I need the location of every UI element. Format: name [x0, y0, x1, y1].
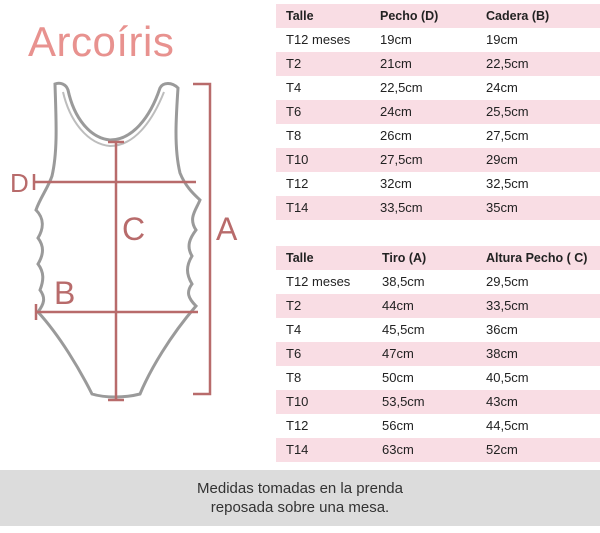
cell-chest-height: 36cm — [486, 322, 518, 337]
cell-size: T6 — [286, 104, 302, 119]
size-table-chest-hip — [276, 4, 600, 220]
cell-size: T4 — [286, 322, 302, 337]
header-hip: Cadera (B) — [486, 9, 550, 23]
cell-rise: 38,5cm — [382, 274, 425, 289]
footer-note — [0, 470, 600, 526]
cell-chest: 27,5cm — [380, 152, 423, 167]
cell-rise: 44cm — [382, 298, 414, 313]
table-row — [276, 100, 600, 124]
swimsuit-measurement-diagram — [0, 78, 270, 418]
table-row — [276, 52, 600, 76]
cell-size: T12 — [286, 418, 309, 433]
cell-size: T14 — [286, 200, 309, 215]
table-row — [276, 28, 600, 52]
cell-chest: 33,5cm — [380, 200, 423, 215]
cell-size: T14 — [286, 442, 309, 457]
cell-chest: 26cm — [380, 128, 412, 143]
table-row — [276, 414, 600, 438]
swimsuit-outline — [36, 83, 200, 397]
cell-chest: 24cm — [380, 104, 412, 119]
header-size: Talle — [286, 9, 314, 23]
cell-size: T12 meses — [286, 274, 351, 289]
footer-line-2: reposada sobre una mesa. — [210, 499, 390, 516]
footer-line-1: Medidas tomadas en la prenda — [197, 480, 403, 497]
size-table-rise-chest-height — [276, 246, 600, 466]
cell-chest-height: 44,5cm — [486, 418, 529, 433]
cell-chest-height: 52cm — [486, 442, 518, 457]
cell-chest: 32cm — [380, 176, 412, 191]
table-row — [276, 438, 600, 462]
table-row — [276, 390, 600, 414]
label-d: D — [10, 168, 29, 198]
cell-size: T10 — [286, 394, 309, 409]
table-row — [276, 342, 600, 366]
table-row — [276, 366, 600, 390]
cell-size: T12 — [286, 176, 309, 191]
label-b: B — [54, 275, 76, 311]
table-header-row — [276, 4, 600, 28]
cell-hip: 24cm — [486, 80, 518, 95]
cell-chest-height: 38cm — [486, 346, 518, 361]
cell-size: T2 — [286, 298, 302, 313]
cell-hip: 19cm — [486, 32, 518, 47]
table-row — [276, 124, 600, 148]
cell-rise: 63cm — [382, 442, 414, 457]
cell-rise: 45,5cm — [382, 322, 425, 337]
cell-hip: 35cm — [486, 200, 518, 215]
cell-hip: 27,5cm — [486, 128, 529, 143]
cell-hip: 25,5cm — [486, 104, 529, 119]
cell-size: T8 — [286, 128, 302, 143]
cell-chest: 19cm — [380, 32, 412, 47]
page-title: Arcoíris — [28, 18, 175, 65]
table-header-row — [276, 246, 600, 270]
cell-chest-height: 33,5cm — [486, 298, 529, 313]
cell-chest-height: 43cm — [486, 394, 518, 409]
cell-size: T4 — [286, 80, 302, 95]
cell-chest-height: 40,5cm — [486, 370, 529, 385]
cell-hip: 22,5cm — [486, 56, 529, 71]
cell-size: T2 — [286, 56, 302, 71]
cell-chest-height: 29,5cm — [486, 274, 529, 289]
table-row — [276, 148, 600, 172]
cell-size: T8 — [286, 370, 302, 385]
measure-a-line — [193, 84, 210, 394]
cell-hip: 32,5cm — [486, 176, 529, 191]
table-row — [276, 294, 600, 318]
table-row — [276, 172, 600, 196]
header-size: Talle — [286, 251, 314, 265]
label-a: A — [216, 211, 238, 247]
cell-rise: 47cm — [382, 346, 414, 361]
table-row — [276, 318, 600, 342]
cell-chest: 21cm — [380, 56, 412, 71]
cell-size: T6 — [286, 346, 302, 361]
cell-size: T12 meses — [286, 32, 351, 47]
header-rise: Tiro (A) — [382, 251, 427, 265]
header-chest: Pecho (D) — [380, 9, 439, 23]
cell-rise: 50cm — [382, 370, 414, 385]
cell-size: T10 — [286, 152, 309, 167]
cell-hip: 29cm — [486, 152, 518, 167]
label-c: C — [122, 211, 146, 247]
table-row — [276, 76, 600, 100]
cell-rise: 56cm — [382, 418, 414, 433]
table-row — [276, 196, 600, 220]
header-chest-height: Altura Pecho ( C) — [486, 251, 588, 265]
cell-chest: 22,5cm — [380, 80, 423, 95]
cell-rise: 53,5cm — [382, 394, 425, 409]
table-row — [276, 270, 600, 294]
